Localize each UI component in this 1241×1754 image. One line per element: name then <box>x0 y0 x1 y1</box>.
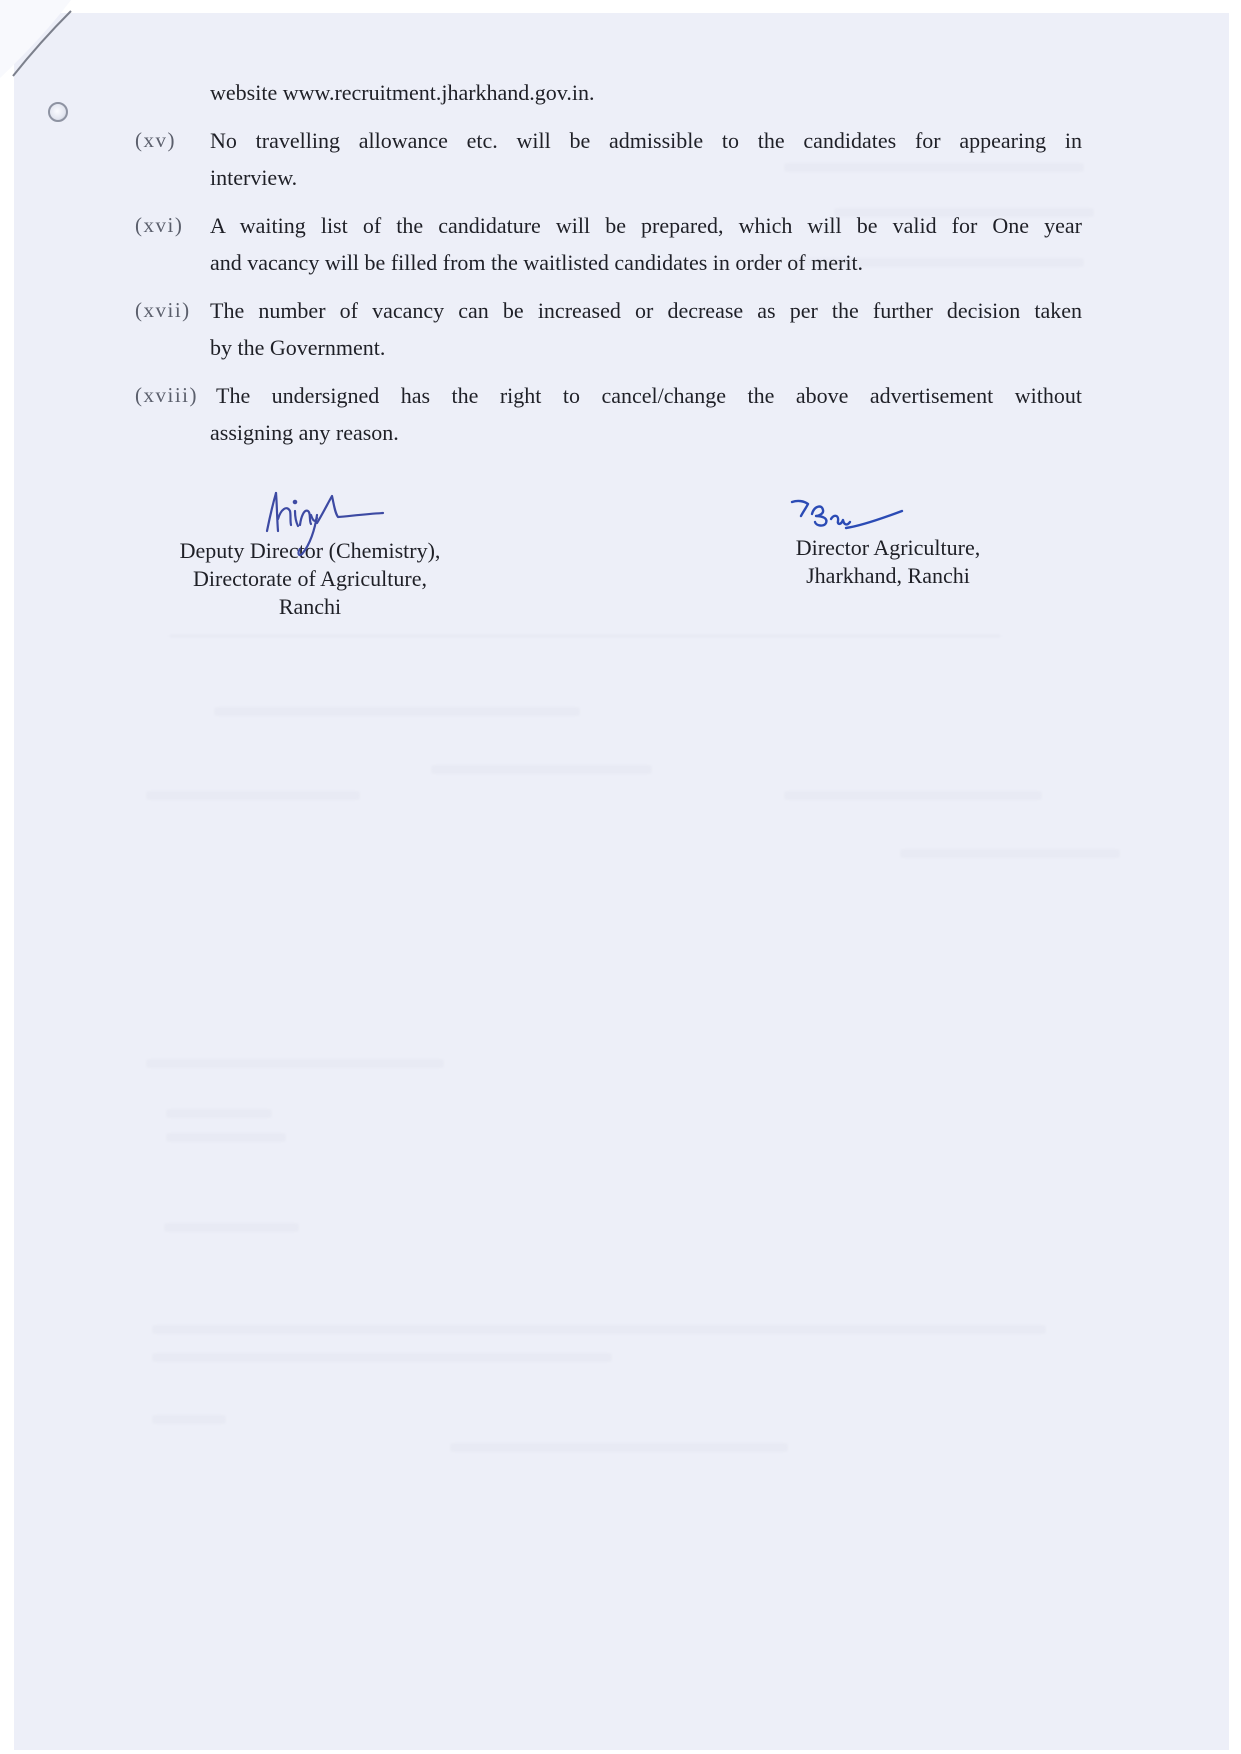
continuation-line: website www.recruitment.jharkhand.gov.in. <box>210 80 595 105</box>
folded-corner <box>0 0 84 84</box>
bleed-through-mark <box>450 1443 788 1452</box>
bleed-through-mark <box>431 765 652 774</box>
term-text-line: The undersigned has the right to cancel/change the above advertisement without <box>216 383 1082 408</box>
bleed-through-mark <box>784 791 1042 800</box>
term-item-xviii <box>0 377 1241 451</box>
bleed-through-mark <box>146 791 360 800</box>
left-signature <box>262 485 386 557</box>
term-text-line: assigning any reason. <box>210 420 399 445</box>
bleed-through-mark <box>152 1415 226 1424</box>
designation-line: Jharkhand, Ranchi <box>806 563 970 588</box>
bleed-through-mark <box>900 849 1120 858</box>
term-item-xvi <box>0 207 1241 281</box>
term-text-line: A waiting list of the candidature will be prepared, which will be valid for One year <box>210 213 1082 238</box>
designation-line: Deputy Director (Chemistry), <box>179 538 441 563</box>
bleed-through-mark <box>164 1223 299 1232</box>
bleed-through-mark <box>152 1353 612 1362</box>
bleed-through-mark <box>214 707 580 716</box>
term-number: (xvii) <box>135 298 191 322</box>
bleed-through-mark <box>166 1109 272 1118</box>
term-text-line: interview. <box>210 165 298 190</box>
bleed-through-mark <box>152 1325 1046 1334</box>
term-text-line: The number of vacancy can be increased or decrease as per the further decision taken <box>210 298 1082 323</box>
term-text-line: No travelling allowance etc. will be admissible to the candidates for appearing in <box>210 128 1082 153</box>
term-item-xvii <box>0 292 1241 366</box>
term-number: (xviii) <box>135 383 198 407</box>
bleed-through-mark <box>166 1133 286 1142</box>
designation-line: Directorate of Agriculture, <box>193 566 427 591</box>
term-number: (xvi) <box>135 213 184 237</box>
designation-line: Ranchi <box>278 594 342 619</box>
bleed-through-mark <box>146 1059 444 1068</box>
term-text-line: by the Government. <box>210 335 386 360</box>
advertisement-terms <box>0 74 1241 451</box>
designation-line: Director Agriculture, <box>795 535 981 560</box>
term-number: (xv) <box>135 128 176 152</box>
term-item-xv <box>0 122 1241 196</box>
right-signature <box>786 492 910 544</box>
term-text-line: and vacancy will be filled from the waitlisted candidates in order of merit. <box>210 250 864 275</box>
bleed-through-mark <box>169 635 1001 637</box>
